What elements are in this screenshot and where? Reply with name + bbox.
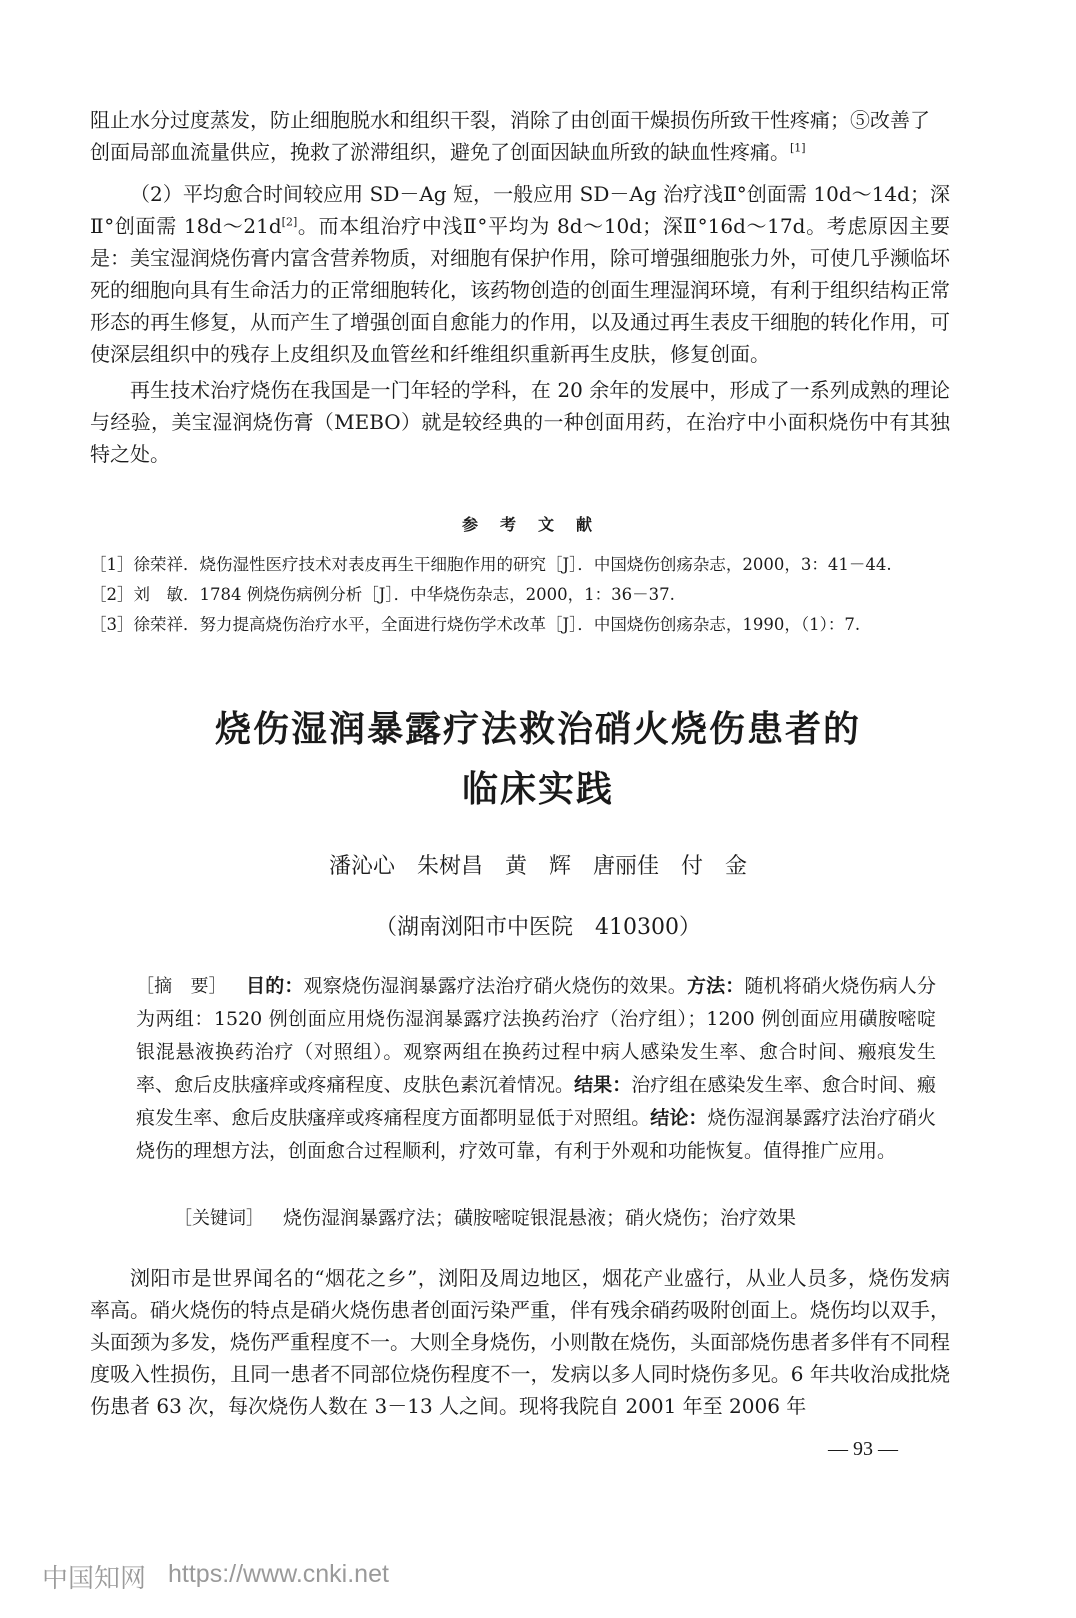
keywords-tag: ［关键词］ [174, 1208, 264, 1229]
citation-marker: [2] [281, 215, 298, 229]
abstract-result: 治疗组在感染发生率、愈合时间、瘢痕发生率、愈后皮肤瘙痒或疼痛程度方面都明显低于对照组。 [136, 1074, 936, 1129]
abstract-conclusion: 烧伤湿润暴露疗法治疗硝火烧伤的理想方法，创面愈合过程顺利，疗效可靠，有利于外观和功能恢复。值得推广应用。 [136, 1107, 936, 1162]
paragraph-text: （2）平均愈合时间较应用 SD－Ag 短，一般应用 SD－Ag 治疗浅Ⅱ°创面需 10d～14d；深Ⅱ°创面需 18d～21d [90, 182, 950, 238]
article-title [0, 700, 1076, 820]
reference-item: ［3］徐荣祥．努力提高烧伤治疗水平，全面进行烧伤学术改革［J］．中国烧伤创疡杂志，1990，（1）：7. [90, 615, 861, 634]
abstract-purpose-label: 目的： [245, 975, 304, 997]
abstract-result-label: 结果： [574, 1074, 632, 1096]
abstract [136, 970, 936, 1168]
references-heading: 参考文献 [461, 515, 614, 534]
reference-list [90, 550, 960, 640]
body-paragraph: 浏阳市是世界闻名的“烟花之乡”，浏阳及周边地区，烟花产业盛行，从业人员多，烧伤发病率高。硝火烧伤的特点是硝火烧伤患者创面污染严重，伴有残余硝药吸附创面上。烧伤均以双手，头面颈为多发，烧伤严重程度不一。大则全身烧伤，小则散在烧伤，头面部烧伤患者多伴有不同程度吸入性损伤，且同一患者不同部位烧伤程度不一，发病以多人同时烧伤多见。6 年共收治成批烧伤患者 63 次，每次烧伤人数在 3－13 人之间。现将我院自 2001 年至 2006 年 [90, 1266, 950, 1418]
cnki-logo: 中国知网 [42, 1564, 147, 1594]
abstract-method-label: 方法： [686, 975, 745, 997]
continuation-paragraph-3: 再生技术治疗烧伤在我国是一门年轻的学科，在 20 余年的发展中，形成了一系列成熟的理论与经验，美宝湿润烧伤膏（MEBO）就是较经典的一种创面用药，在治疗中小面积烧伤中有其独特之处。 [90, 378, 950, 466]
abstract-conclusion-label: 结论： [650, 1107, 708, 1129]
abstract-tag: ［摘 要］ [136, 976, 227, 997]
continuation-paragraph-1 [90, 104, 950, 168]
page-number: — 93 — [828, 1438, 898, 1460]
citation-marker: [1] [790, 141, 806, 155]
continuation-line-1: 阻止水分过度蒸发，防止细胞脱水和组织干裂，消除了由创面干燥损伤所致干性疼痛；⑤改善了 [90, 108, 930, 132]
reference-item: ［2］刘 敏．1784 例烧伤病例分析［J］．中华烧伤杂志，2000，1：36－37. [90, 585, 675, 604]
abstract-method: 随机将硝火烧伤病人分为两组：1520 例创面应用烧伤湿润暴露疗法换药治疗（治疗组）；1200 例创面应用磺胺嘧啶银混悬液换药治疗（对照组）。观察两组在换药过程中病人感染发生率、愈合时间、瘢痕发生率、愈后皮肤瘙痒或疼痛程度、皮肤色素沉着情况。 [136, 975, 936, 1096]
author-list: 潘沁心 朱树昌 黄 辉 唐丽佳 付 金 [328, 854, 747, 879]
keywords [174, 1202, 934, 1235]
keywords-text: 烧伤湿润暴露疗法；磺胺嘧啶银混悬液；硝火烧伤；治疗效果 [283, 1207, 797, 1229]
continuation-line-2: 创面局部血流量供应，挽救了淤滞组织，避免了创面因缺血所致的缺血性疼痛。 [90, 140, 790, 164]
abstract-purpose: 观察烧伤湿润暴露疗法治疗硝火烧伤的效果。 [303, 975, 687, 997]
title-line-2: 临床实践 [461, 769, 614, 810]
continuation-paragraph-2 [90, 178, 950, 370]
cnki-url[interactable]: https://www.cnki.net [168, 1560, 389, 1588]
title-line-1: 烧伤湿润暴露疗法救治硝火烧伤患者的 [214, 709, 861, 750]
affiliation: （湖南浏阳市中医院 410300） [375, 915, 701, 940]
reference-item: ［1］徐荣祥．烧伤湿性医疗技术对表皮再生干细胞作用的研究［J］．中国烧伤创疡杂志，2000，3：41－44. [90, 555, 892, 574]
paragraph-text: 。而本组治疗中浅Ⅱ°平均为 8d～10d；深Ⅱ°16d～17d。考虑原因主要是：美宝湿润烧伤膏内富含营养物质，对细胞有保护作用，除可增强细胞张力外，可使几乎濒临坏死的细胞向具有生命活力的正常细胞转化，该药物创造的创面生理湿润环境，有利于组织结构正常形态的再生修复，从而产生了增强创面自愈能力的作用，以及通过再生表皮干细胞的转化作用，可使深层组织中的残存上皮组织及血管丝和纤维组织重新再生皮肤，修复创面。 [90, 214, 950, 366]
